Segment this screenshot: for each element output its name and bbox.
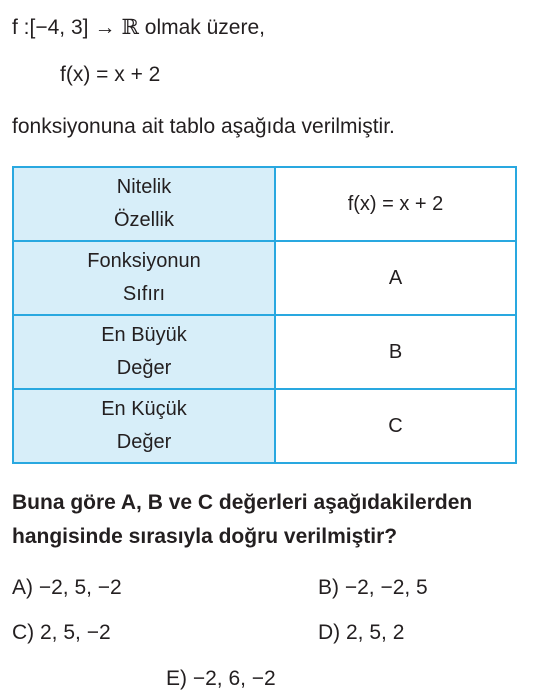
row-value-cell: A [275, 241, 516, 315]
header-left-line2: Özellik [113, 209, 174, 231]
row-label-cell [13, 389, 275, 463]
row-value-cell: C [275, 389, 516, 463]
header-left-cell [13, 167, 275, 241]
row-label-cell [13, 315, 275, 389]
table-row [13, 241, 516, 315]
option-c[interactable]: C) 2, 5, −2 [12, 621, 111, 644]
function-formula: f(x) = x + 2 [60, 63, 161, 86]
row-label-line2: Değer [116, 357, 172, 379]
row-label-line1: En Büyük [101, 324, 187, 346]
row-value-cell: B [275, 315, 516, 389]
definition-suffix: olmak üzere, [144, 16, 265, 39]
function-definition [12, 14, 265, 41]
table-intro-sentence: fonksiyonuna ait tablo aşağıda verilmiştir. [12, 115, 395, 138]
properties-table [12, 166, 517, 464]
row-label-cell [13, 241, 275, 315]
row-label-line1: Fonksiyonun [87, 250, 201, 272]
option-d[interactable]: D) 2, 5, 2 [318, 621, 405, 644]
option-b[interactable]: B) −2, −2, 5 [318, 576, 428, 599]
option-a[interactable]: A) −2, 5, −2 [12, 576, 122, 599]
row-label-line2: Değer [116, 431, 172, 453]
table-row [13, 315, 516, 389]
function-domain: [−4, 3] [29, 16, 89, 39]
option-e[interactable]: E) −2, 6, −2 [166, 667, 276, 690]
table-header-row [13, 167, 516, 241]
arrow-icon: → [94, 16, 116, 39]
table-row [13, 389, 516, 463]
row-label-line1: En Küçük [101, 398, 187, 420]
real-numbers-symbol: ℝ [121, 15, 139, 39]
function-prefix: f : [12, 16, 30, 39]
question-text [12, 486, 472, 554]
question-line2: hangisinde sırasıyla doğru verilmiştir? [12, 525, 398, 548]
row-label-line2: Sıfırı [122, 283, 166, 305]
header-left-line1: Nitelik [116, 176, 172, 198]
header-right-cell: f(x) = x + 2 [275, 167, 516, 241]
question-line1: Buna göre A, B ve C değerleri aşağıdakilerden [12, 491, 473, 514]
